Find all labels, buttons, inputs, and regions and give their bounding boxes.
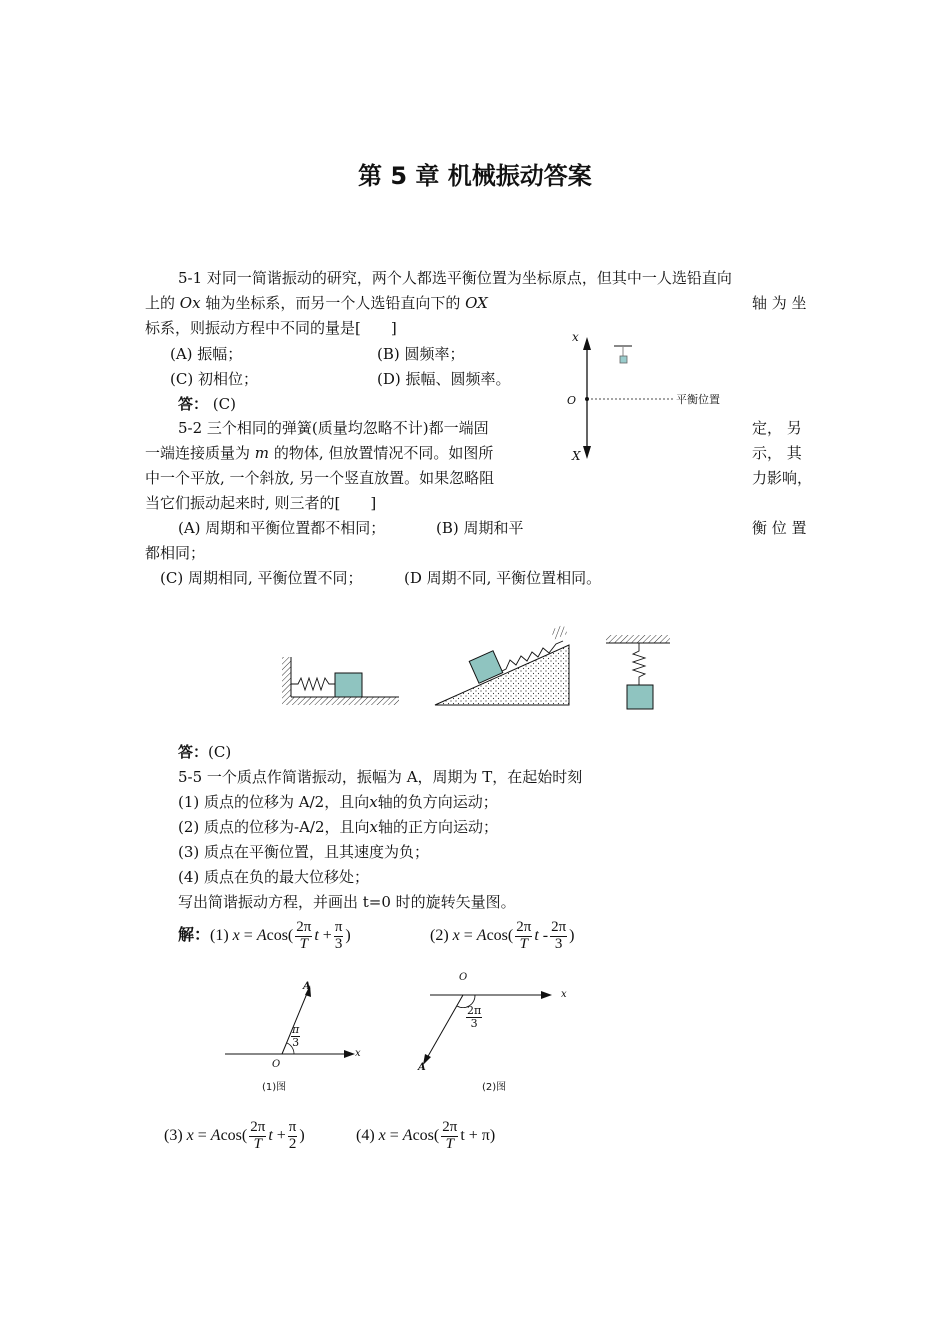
- fig2-caption: (2)图: [482, 1082, 507, 1093]
- eq1-plus: +: [322, 926, 332, 944]
- eq1-close: ): [345, 926, 351, 944]
- q52-m: m: [254, 444, 270, 462]
- q51-line2c: 轴 为 坐: [752, 294, 807, 312]
- eq2-number: (2): [430, 926, 449, 944]
- fig1-caption: (1)图: [262, 1082, 287, 1093]
- eq3-equals: =: [197, 1126, 211, 1144]
- q51-option-c: (C) 初相位；: [170, 370, 258, 388]
- eq3-close: ): [299, 1126, 305, 1144]
- q52-option-c: (C) 周期相同, 平衡位置不同；: [160, 569, 363, 587]
- equation-3: [164, 1120, 305, 1153]
- fig2-angle: [464, 1005, 484, 1029]
- eq4-cos: cos(: [412, 1126, 440, 1144]
- q52-option-b-end: 都相同；: [145, 544, 206, 562]
- q52-option-d: (D 周期不同, 平衡位置相同。: [404, 569, 602, 587]
- equation-2: [430, 920, 575, 953]
- q51-line3: 标系，则振动方程中不同的量是[ ]: [145, 319, 397, 337]
- fig1-x-label: x: [355, 1048, 361, 1059]
- rotating-vector-figure-2: [415, 970, 575, 1080]
- q55-instruction: 写出简谐振动方程，并画出 t=0 时的旋转矢量图。: [178, 893, 516, 911]
- eq2-den2: 3: [554, 935, 563, 952]
- eq2-cos: cos(: [486, 926, 514, 944]
- q51-ox: Ox: [179, 294, 201, 312]
- eq2-num: 2π: [516, 919, 532, 935]
- q51-line2a: 上的: [145, 294, 176, 312]
- q51-option-b: (B) 圆频率；: [377, 345, 465, 363]
- eq1-frac2: [334, 920, 344, 953]
- q55-item2: [178, 820, 498, 835]
- fig1-angle-frac: [291, 1024, 300, 1048]
- q55-item1x: x: [369, 793, 378, 811]
- eq3-plus: +: [276, 1126, 286, 1144]
- q51-answer-label: 答：: [178, 395, 209, 413]
- eq2-num2: 2π: [551, 919, 567, 935]
- eq4-A: A: [402, 1126, 413, 1144]
- eq3-den2: 2: [288, 1135, 297, 1152]
- q51-option-a: (A) 振幅；: [170, 345, 243, 363]
- fig2-angle-frac: [466, 1005, 482, 1029]
- eq4-x: x: [378, 1126, 386, 1144]
- eq1-num2: π: [334, 919, 343, 935]
- q52-answer: [178, 745, 231, 760]
- eq1-den: T: [299, 935, 308, 952]
- fig2-O-label: O: [459, 972, 468, 983]
- eq1-A: A: [256, 926, 267, 944]
- eq1-equals: =: [243, 926, 257, 944]
- eq2-frac1: [515, 920, 532, 953]
- eq2-minus: -: [542, 926, 549, 944]
- eq2-equals: =: [463, 926, 477, 944]
- q51-option-d: (D) 振幅、圆频率。: [377, 370, 511, 388]
- q52-line1a: 5-2 三个相同的弹簧(质量均忽略不计)都一端固: [178, 419, 489, 437]
- equation-1: [178, 920, 351, 953]
- q52-answer-value: (C): [208, 743, 232, 761]
- eq2-frac2: [550, 920, 567, 953]
- fig1-A-label: A: [303, 981, 311, 992]
- eq4-frac1: [441, 1120, 458, 1153]
- eq3-cos: cos(: [220, 1126, 248, 1144]
- eq4-num: 2π: [442, 1119, 458, 1135]
- q52-option-b-cont: 衡 位 置: [752, 519, 807, 537]
- eq2-den: T: [519, 935, 528, 952]
- eq1-cos: cos(: [266, 926, 294, 944]
- eq4-den: T: [445, 1135, 454, 1152]
- eq3-num2: π: [288, 1119, 297, 1135]
- q52-line1b: 定， 另: [752, 419, 802, 437]
- eq1-num: 2π: [296, 919, 312, 935]
- equation-4: [356, 1120, 495, 1153]
- eq1-t: t: [314, 926, 319, 944]
- q55-line1: 5-5 一个质点作简谐振动，振幅为 A，周期为 T，在起始时刻: [178, 768, 583, 786]
- eq2-t: t: [534, 926, 539, 944]
- eq1-number: (1): [210, 926, 229, 944]
- eq1-frac1: [295, 920, 312, 953]
- q55-item2a: (2) 质点的位移为-A/2，且向: [178, 818, 370, 836]
- q55-item3: (3) 质点在平衡位置，且其速度为负；: [178, 843, 430, 861]
- q51-OX: OX: [465, 294, 488, 312]
- fig1-O-label: O: [272, 1059, 281, 1070]
- q51-line1: 5-1 对同一简谐振动的研究，两个人都选平衡位置为坐标原点，但其中一人选铅直向: [178, 269, 732, 287]
- q52-line3b: 力影响，: [752, 469, 813, 487]
- eq3-num: 2π: [250, 1119, 266, 1135]
- q55-item1b: 轴的负方向运动；: [377, 793, 498, 811]
- eq3-frac1: [249, 1120, 266, 1153]
- q55-item2x: x: [369, 818, 378, 836]
- eq2-A: A: [476, 926, 487, 944]
- q52-line2c: 示， 其: [752, 444, 802, 462]
- eq2-x: x: [452, 926, 460, 944]
- q51-line2b: 轴为坐标系，而另一个人选铅直向下的: [205, 294, 461, 312]
- q52-answer-label: 答：: [178, 743, 209, 761]
- eq3-den: T: [253, 1135, 262, 1152]
- eq3-A: A: [210, 1126, 221, 1144]
- q51-line2: [145, 296, 488, 311]
- fig1-angle-num: π: [292, 1023, 300, 1036]
- q52-line3a: 中一个平放, 一个斜放, 另一个竖直放置。如果忽略阻: [145, 469, 495, 487]
- fig1-angle: [289, 1024, 302, 1048]
- q55-item1a: (1) 质点的位移为 A/2，且向: [178, 793, 370, 811]
- eq2-close: ): [569, 926, 575, 944]
- springs-figure: [280, 615, 680, 715]
- fig51-balance-label: 平衡位置: [676, 393, 720, 406]
- q52-option-b: (B) 周期和平: [436, 519, 524, 537]
- eq4-tail: t + π): [460, 1126, 496, 1144]
- fig2-angle-num: 2π: [467, 1004, 482, 1017]
- eq4-equals: =: [389, 1126, 403, 1144]
- eq1-x: x: [232, 926, 240, 944]
- q52-line2: [145, 446, 493, 461]
- q52-line2b: 的物体, 但放置情况不同。如图所: [273, 444, 494, 462]
- fig1-angle-den: 3: [292, 1035, 300, 1049]
- q55-item4: (4) 质点在负的最大位移处；: [178, 868, 370, 886]
- eq4-number: (4): [356, 1126, 375, 1144]
- q52-line2a: 一端连接质量为: [145, 444, 251, 462]
- eq3-frac2: [288, 1120, 298, 1153]
- fig51-x-top: x: [572, 330, 579, 344]
- q55-item1: [178, 795, 498, 810]
- eq3-number: (3): [164, 1126, 183, 1144]
- solution-label: 解：: [178, 926, 211, 944]
- q52-line4: 当它们振动起来时, 则三者的[ ]: [145, 494, 377, 512]
- q51-answer-value: (C): [212, 395, 236, 413]
- fig51-origin: O: [567, 394, 577, 407]
- q51-answer: [178, 397, 236, 412]
- eq1-den2: 3: [334, 935, 343, 952]
- eq3-x: x: [186, 1126, 194, 1144]
- fig2-angle-den: 3: [470, 1016, 478, 1030]
- page-title: 第 5 章 机械振动答案: [358, 162, 592, 190]
- fig2-x-label: x: [561, 989, 567, 1000]
- eq3-t: t: [268, 1126, 273, 1144]
- fig2-A-label: A: [418, 1062, 426, 1073]
- fig51-x-bottom: X: [572, 449, 581, 463]
- q52-option-a: (A) 周期和平衡位置都不相同；: [178, 519, 386, 537]
- balance-position-figure: [550, 325, 750, 465]
- q55-item2b: 轴的正方向运动；: [377, 818, 498, 836]
